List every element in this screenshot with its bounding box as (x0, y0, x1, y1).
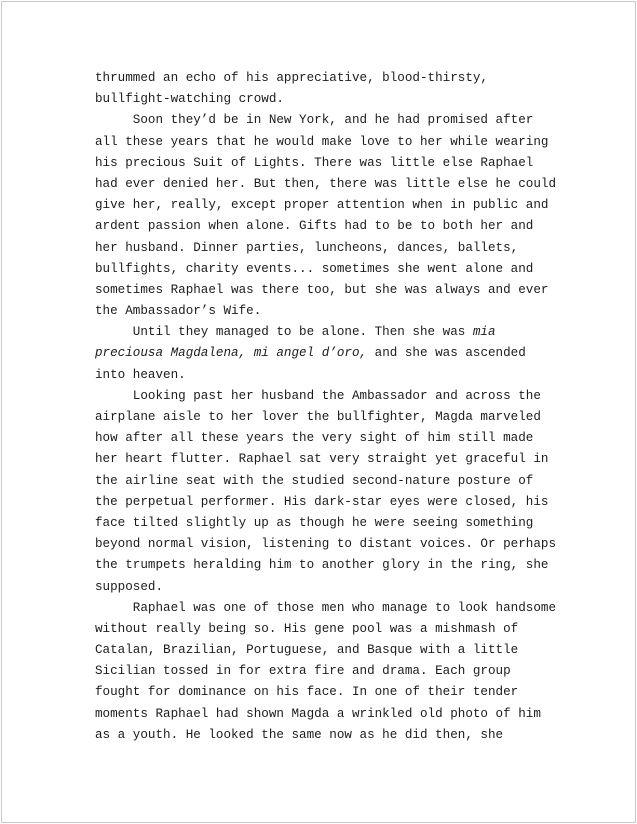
text-run: airplane aisle to her lover the bullfighter, Magda marveled (95, 410, 541, 424)
text-line (95, 513, 556, 534)
text-line (95, 174, 556, 195)
text-run: all these years that he would make love to her while wearing (95, 134, 549, 149)
text-line (95, 449, 556, 470)
text-run: into heaven. (95, 367, 186, 382)
text-run: her husband. Dinner parties, luncheons, dances, ballets, (95, 240, 519, 255)
text-line (95, 725, 556, 746)
text-run: and she was ascended (367, 346, 526, 361)
text-run: his precious Suit of Lights. There was little else Raphael (95, 155, 534, 170)
text-run: beyond normal vision, listening to distant voices. Or perhaps (95, 537, 557, 552)
text-run: the airline seat with the studied second-nature posture of (95, 473, 534, 488)
text-line (95, 238, 556, 259)
text-line (95, 407, 556, 428)
text-line (95, 259, 556, 280)
text-line (95, 555, 556, 576)
text-run: Until they managed to be alone. Then she was (95, 325, 473, 340)
text-line (95, 68, 556, 89)
text-run: give her, really, except proper attention when in public and (95, 198, 549, 213)
text-run: how after all these years the very sight of him still made (95, 431, 534, 446)
text-line (95, 343, 556, 364)
text-line (95, 132, 556, 153)
manuscript-text (95, 68, 556, 746)
text-run: Soon they’d be in New York, and he had promised after (95, 113, 534, 128)
text-run: bullfights, charity events... sometimes she went alone and (95, 261, 534, 276)
text-line (95, 492, 556, 513)
text-line (95, 598, 556, 619)
text-line (95, 428, 556, 449)
text-line (95, 280, 556, 301)
text-run: the trumpets heralding him to another glory in the ring, she (95, 558, 549, 573)
text-run: moments Raphael had shown Magda a wrinkled old photo of him (95, 706, 541, 721)
text-run: ardent passion when alone. Gifts had to be to both her and (95, 219, 534, 234)
text-line (95, 195, 556, 216)
text-line (95, 619, 556, 640)
text-run: Looking past her husband the Ambassador and across the (95, 388, 541, 403)
text-run: Raphael was one of those men who manage to look handsome (95, 600, 557, 615)
text-line (95, 471, 556, 492)
text-run: the perpetual performer. His dark-star eyes were closed, his (95, 494, 549, 509)
text-run: without really being so. His gene pool was a mishmash of (95, 621, 519, 636)
text-line (95, 640, 556, 661)
text-run: had ever denied her. But then, there was little else he could (95, 176, 557, 191)
text-line (95, 216, 556, 237)
text-line (95, 110, 556, 131)
text-line (95, 153, 556, 174)
text-line (95, 365, 556, 386)
text-run: Catalan, Brazilian, Portuguese, and Basque with a little (95, 643, 519, 658)
text-run: thrummed an echo of his appreciative, blood-thirsty, (95, 71, 488, 85)
text-line (95, 577, 556, 598)
text-run-italic: preciousa Magdalena, mi angel d’oro, (95, 346, 368, 361)
text-line (95, 534, 556, 555)
text-run: supposed. (95, 579, 164, 594)
text-run-italic: mia (472, 325, 496, 340)
text-line (95, 322, 556, 343)
text-run: sometimes Raphael was there too, but she was always and ever (95, 282, 549, 297)
text-line (95, 661, 556, 682)
text-run: fought for dominance on his face. In one of their tender (95, 685, 519, 700)
text-line (95, 682, 556, 703)
text-run: her heart flutter. Raphael sat very straight yet graceful in (95, 452, 549, 467)
text-run: as a youth. He looked the same now as he did then, she (95, 727, 504, 742)
text-run: face tilted slightly up as though he were seeing something (95, 515, 534, 530)
text-run: the Ambassador’s Wife. (95, 304, 262, 319)
text-run: bullfight-watching crowd. (95, 92, 284, 107)
text-line (95, 386, 556, 407)
text-run: Sicilian tossed in for extra fire and drama. Each group (95, 664, 511, 679)
text-line (95, 89, 556, 110)
text-line (95, 301, 556, 322)
text-line (95, 704, 556, 725)
